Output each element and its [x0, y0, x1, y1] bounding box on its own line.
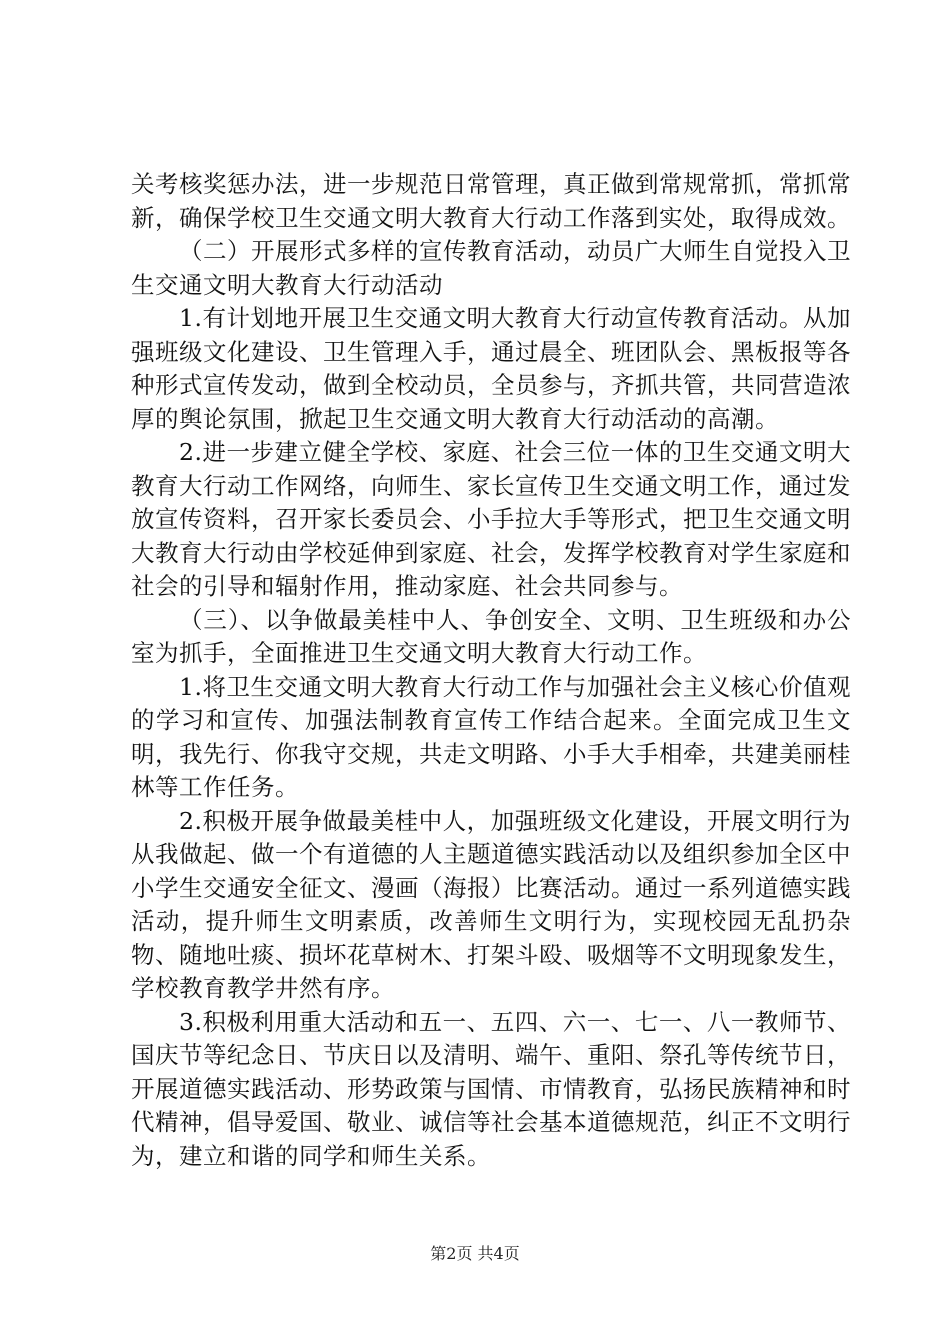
- paragraph-item-1b: 1.将卫生交通文明大教育大行动工作与加强社会主义核心价值观的学习和宣传、加强法制教育宣传工作结合起来。全面完成卫生文明，我先行、你我守交规，共走文明路、小手大手相牵，共建美丽桂林等工作任务。: [131, 672, 851, 801]
- paragraph-item-2b: 2.积极开展争做最美桂中人，加强班级文化建设，开展文明行为从我做起、做一个有道德的人主题道德实践活动以及组织参加全区中小学生交通安全征文、漫画（海报）比赛活动。通过一系列道德实践活动，提升师生文明素质，改善师生文明行为，实现校园无乱扔杂物、随地吐痰、损坏花草树木、打架斗殴、吸烟等不文明现象发生，学校教育教学井然有序。: [131, 806, 851, 1002]
- section-heading-3: （三）、以争做最美桂中人、争创安全、文明、卫生班级和办公室为抓手，全面推进卫生交通文明大教育大行动工作。: [131, 605, 851, 667]
- paragraph-item-3b: 3.积极利用重大活动和五一、五四、六一、七一、八一教师节、国庆节等纪念日、节庆日以及清明、端午、重阳、祭孔等传统节日，开展道德实践活动、形势政策与国情、市情教育，弘扬民族精神和时代精神，倡导爱国、敬业、诚信等社会基本道德规范，纠正不文明行为，建立和谐的同学和师生关系。: [131, 1007, 851, 1170]
- page-footer: 第2页 共4页: [430, 1244, 520, 1263]
- document-body: [131, 168, 851, 1173]
- section-heading-2: （二）开展形式多样的宣传教育活动，动员广大师生自觉投入卫生交通文明大教育大行动活动: [131, 237, 851, 299]
- paragraph-continuation: 关考核奖惩办法，进一步规范日常管理，真正做到常规常抓，常抓常新，确保学校卫生交通文明大教育大行动工作落到实处，取得成效。: [131, 170, 851, 232]
- paragraph-item-2: 2.进一步建立健全学校、家庭、社会三位一体的卫生交通文明大教育大行动工作网络，向师生、家长宣传卫生交通文明工作，通过发放宣传资料，召开家长委员会、小手拉大手等形式，把卫生交通文明大教育大行动由学校延伸到家庭、社会，发挥学校教育对学生家庭和社会的引导和辐射作用，推动家庭、社会共同参与。: [131, 438, 851, 600]
- paragraph-item-1: 1.有计划地开展卫生交通文明大教育大行动宣传教育活动。从加强班级文化建设、卫生管理入手，通过晨全、班团队会、黑板报等各种形式宣传发动，做到全校动员，全员参与，齐抓共管，共同营造浓厚的舆论氛围，掀起卫生交通文明大教育大行动活动的高潮。: [131, 304, 851, 433]
